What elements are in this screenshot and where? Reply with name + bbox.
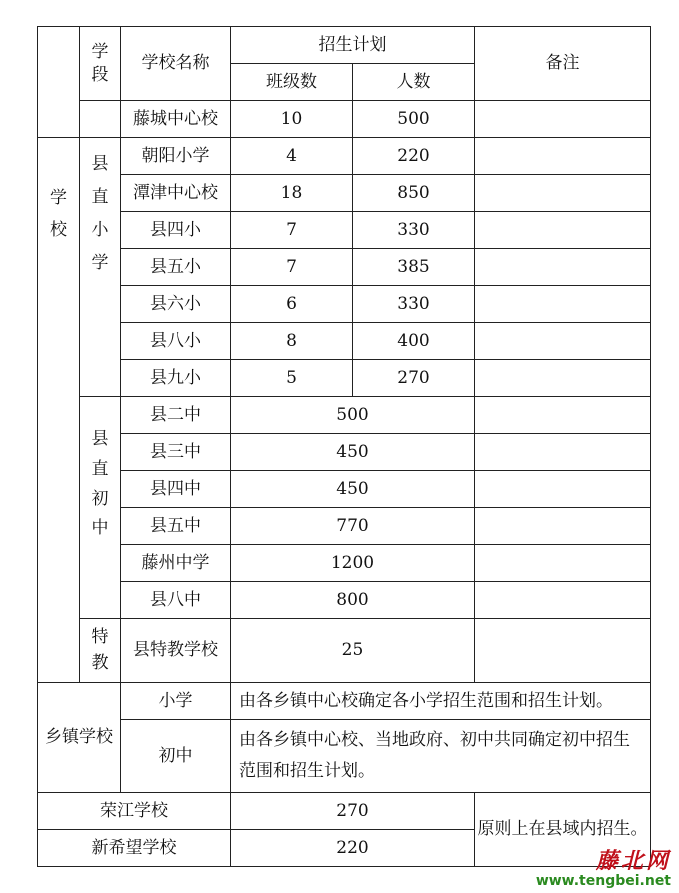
table-row	[38, 286, 651, 323]
remark-cell: 原则上在县域内招生。	[475, 793, 651, 867]
student-count: 850	[353, 175, 475, 212]
table-row	[38, 434, 651, 471]
student-count: 500	[353, 101, 475, 138]
class-count: 10	[231, 101, 353, 138]
class-count: 8	[231, 323, 353, 360]
enrollment-count: 270	[231, 793, 475, 830]
school-name: 荣江学校	[38, 793, 231, 830]
table-row	[38, 508, 651, 545]
school-name: 潭津中心校	[121, 175, 231, 212]
school-name: 县八小	[121, 323, 231, 360]
school-name: 藤城中心校	[121, 101, 231, 138]
township-label: 乡镇学校	[38, 683, 121, 793]
remark-cell	[475, 360, 651, 397]
table-row	[38, 138, 651, 175]
table-row	[38, 323, 651, 360]
table-row	[38, 397, 651, 434]
table-row	[38, 720, 651, 793]
table-row	[38, 683, 651, 720]
table-row	[38, 175, 651, 212]
remark-cell	[475, 582, 651, 619]
student-count: 385	[353, 249, 475, 286]
plan-header: 招生计划	[231, 27, 475, 64]
remark-cell	[475, 619, 651, 683]
remark-cell	[475, 323, 651, 360]
student-count: 220	[353, 138, 475, 175]
segment-header-text: 学段	[91, 41, 109, 85]
class-count: 4	[231, 138, 353, 175]
class-count: 18	[231, 175, 353, 212]
school-group-label	[38, 138, 80, 683]
enrollment-count: 220	[231, 830, 475, 867]
school-name: 县九小	[121, 360, 231, 397]
table-row	[38, 545, 651, 582]
class-count: 7	[231, 249, 353, 286]
enrollment-count: 1200	[231, 545, 475, 582]
student-count: 400	[353, 323, 475, 360]
school-name: 县四小	[121, 212, 231, 249]
enrollment-count: 800	[231, 582, 475, 619]
remark-cell	[475, 286, 651, 323]
table-row	[38, 582, 651, 619]
students-header: 人数	[353, 64, 475, 101]
remark-cell	[475, 212, 651, 249]
school-group-text: 学校	[50, 188, 67, 241]
school-name: 县二中	[121, 397, 231, 434]
school-name: 县四中	[121, 471, 231, 508]
special-text: 特教	[91, 627, 109, 673]
county-primary-label	[80, 138, 121, 397]
school-name-header: 学校名称	[121, 27, 231, 101]
school-name: 新希望学校	[38, 830, 231, 867]
remarks-header: 备注	[475, 27, 651, 101]
remark-cell	[475, 138, 651, 175]
school-name: 县八中	[121, 582, 231, 619]
corner-blank-cell	[38, 27, 80, 138]
header-row	[38, 27, 651, 64]
remark-cell	[475, 471, 651, 508]
table-row	[38, 471, 651, 508]
township-primary-note: 由各乡镇中心校确定各小学招生范围和招生计划。	[231, 683, 651, 720]
school-name: 县三中	[121, 434, 231, 471]
class-count: 6	[231, 286, 353, 323]
table-row	[38, 212, 651, 249]
table-row	[38, 619, 651, 683]
township-primary-label: 小学	[121, 683, 231, 720]
enrollment-count: 500	[231, 397, 475, 434]
remark-cell	[475, 434, 651, 471]
enrollment-count: 25	[231, 619, 475, 683]
watermark	[536, 849, 671, 889]
segment-header	[80, 27, 121, 101]
student-count: 330	[353, 212, 475, 249]
county-primary-text: 县直小学	[91, 154, 109, 274]
classes-header: 班级数	[231, 64, 353, 101]
school-name: 县五中	[121, 508, 231, 545]
remark-cell	[475, 508, 651, 545]
enrollment-count: 450	[231, 434, 475, 471]
enrollment-count: 450	[231, 471, 475, 508]
county-middle-text: 县直初中	[91, 429, 109, 539]
blank-cell	[80, 101, 121, 138]
watermark-logo: 藤北网	[595, 848, 671, 874]
student-count: 330	[353, 286, 475, 323]
township-middle-label: 初中	[121, 720, 231, 793]
class-count: 7	[231, 212, 353, 249]
class-count: 5	[231, 360, 353, 397]
student-count: 270	[353, 360, 475, 397]
school-name: 县特教学校	[121, 619, 231, 683]
watermark-url: www.tengbei.net	[535, 873, 671, 889]
remark-cell	[475, 101, 651, 138]
table-row	[38, 360, 651, 397]
school-name: 县五小	[121, 249, 231, 286]
special-label	[80, 619, 121, 683]
remark-cell	[475, 397, 651, 434]
school-name: 朝阳小学	[121, 138, 231, 175]
remark-cell	[475, 545, 651, 582]
enrollment-plan-table	[37, 26, 651, 867]
remark-cell	[475, 175, 651, 212]
township-middle-note: 由各乡镇中心校、当地政府、初中共同确定初中招生范围和招生计划。	[231, 720, 651, 793]
remark-cell	[475, 249, 651, 286]
school-name: 县六小	[121, 286, 231, 323]
table-row	[38, 101, 651, 138]
table-row	[38, 793, 651, 830]
enrollment-count: 770	[231, 508, 475, 545]
table-row	[38, 249, 651, 286]
county-middle-label	[80, 397, 121, 619]
school-name: 藤州中学	[121, 545, 231, 582]
